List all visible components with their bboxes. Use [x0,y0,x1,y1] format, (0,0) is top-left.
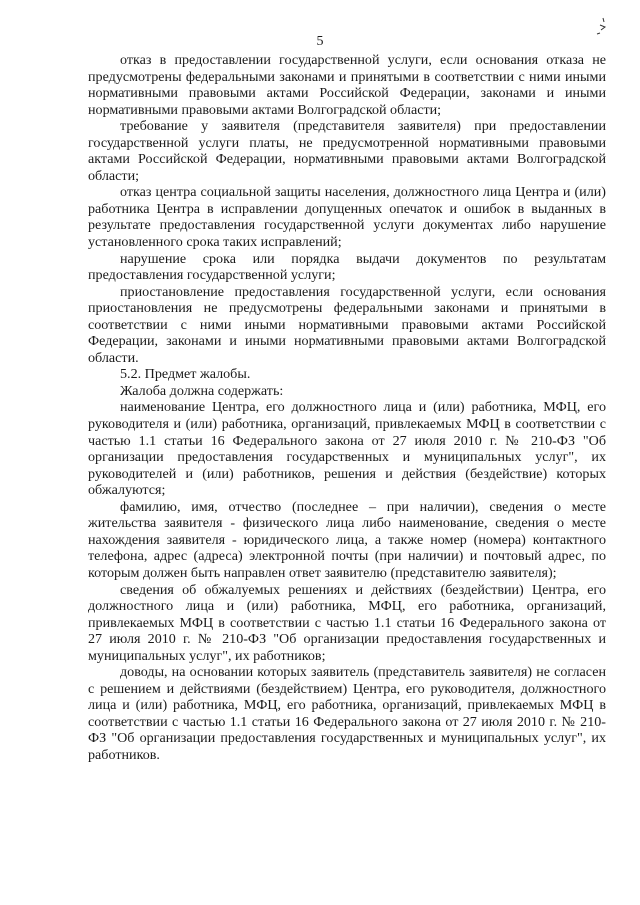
page-number: 5 [316,34,324,49]
paragraph-organization-name: наименование Центра, его должностного лица и (или) работника, МФЦ, его руководителя и (или) работника, организаций, привлекаемых МФЦ в соответствии с частью 1.1 статьи 16 Федерального закона от 27 июля 2010 г. № 210-ФЗ "Об организации предоставления государственных и муниципальных услуг", их руководителей и (или) работников, решения и действия (бездействие) которых обжалуются; [88,399,606,499]
paragraph-applicant-arguments: доводы, на основании которых заявитель (представитель заявителя) не согласен с решением и действиями (бездействием) Центра, его руководителя, должностного лица и (или) работника, МФЦ, его работника, организаций, привлекаемых МФЦ в соответствии с частью 1.1 статьи 16 Федерального закона от 27 июля 2010 г. № 210-ФЗ "Об организации предоставления государственных и муниципальных услуг", их работников. [88,664,606,763]
scan-mark-icon [594,16,608,38]
paragraph-payment-requirement: требование у заявителя (представителя заявителя) при предоставлении государственной услуги платы, не предусмотренной нормативными правовыми актами Российской Федерации, нормативными правовыми актами Волгоградской области; [88,118,606,184]
paragraph-complaint-must-contain: Жалоба должна содержать: [120,382,284,399]
section-heading-complaint-subject: 5.2. Предмет жалобы. [120,366,251,383]
document-body [88,52,606,764]
paragraph-applicant-details: фамилию, имя, отчество (последнее – при наличии), сведения о месте жительства заявителя - физического лица либо наименование, сведения о месте нахождения заявителя - юридического лица, а также номер (номера) контактного телефона, адрес (адреса) электронной почты (при наличии) и почтовый адрес, по которым должен быть направлен ответ заявителю (представителю заявителя); [88,498,606,581]
paragraph-appealed-decisions: сведения об обжалуемых решениях и действиях (бездействии) Центра, его должностного лица и (или) работника, МФЦ, его работника, организаций, привлекаемых МФЦ в соответствии с частью 1.1 статьи 16 Федерального закона от 27 июля 2010 г. № 210-ФЗ "Об организации предоставления государственных и муниципальных услуг", их работников; [88,581,606,664]
paragraph-document-issue-violation: нарушение срока или порядка выдачи документов по результатам предоставления государственной услуги; [88,250,606,284]
paragraph-suspension-of-service: приостановление предоставления государственной услуги, если основания приостановления не предусмотрены федеральными законами и принятыми в соответствии с ними иными нормативными правовыми актами Российской Федерации, законами и иными нормативными правовыми актами Волгоградской области. [88,283,606,366]
paragraph-refusal-to-correct-errors: отказ центра социальной защиты населения, должностного лица Центра и (или) работника Центра в исправлении допущенных опечаток и ошибок в выданных в результате предоставления государственной услуги документах либо нарушение установленного срока таких исправлений; [88,184,606,251]
paragraph-refusal-of-service: отказ в предоставлении государственной услуги, если основания отказа не предусмотрены федеральными законами и принятыми в соответствии с ними иными нормативными правовыми актами Российской Федерации, законами и иными нормативными правовыми актами Волгоградской области; [88,52,606,118]
